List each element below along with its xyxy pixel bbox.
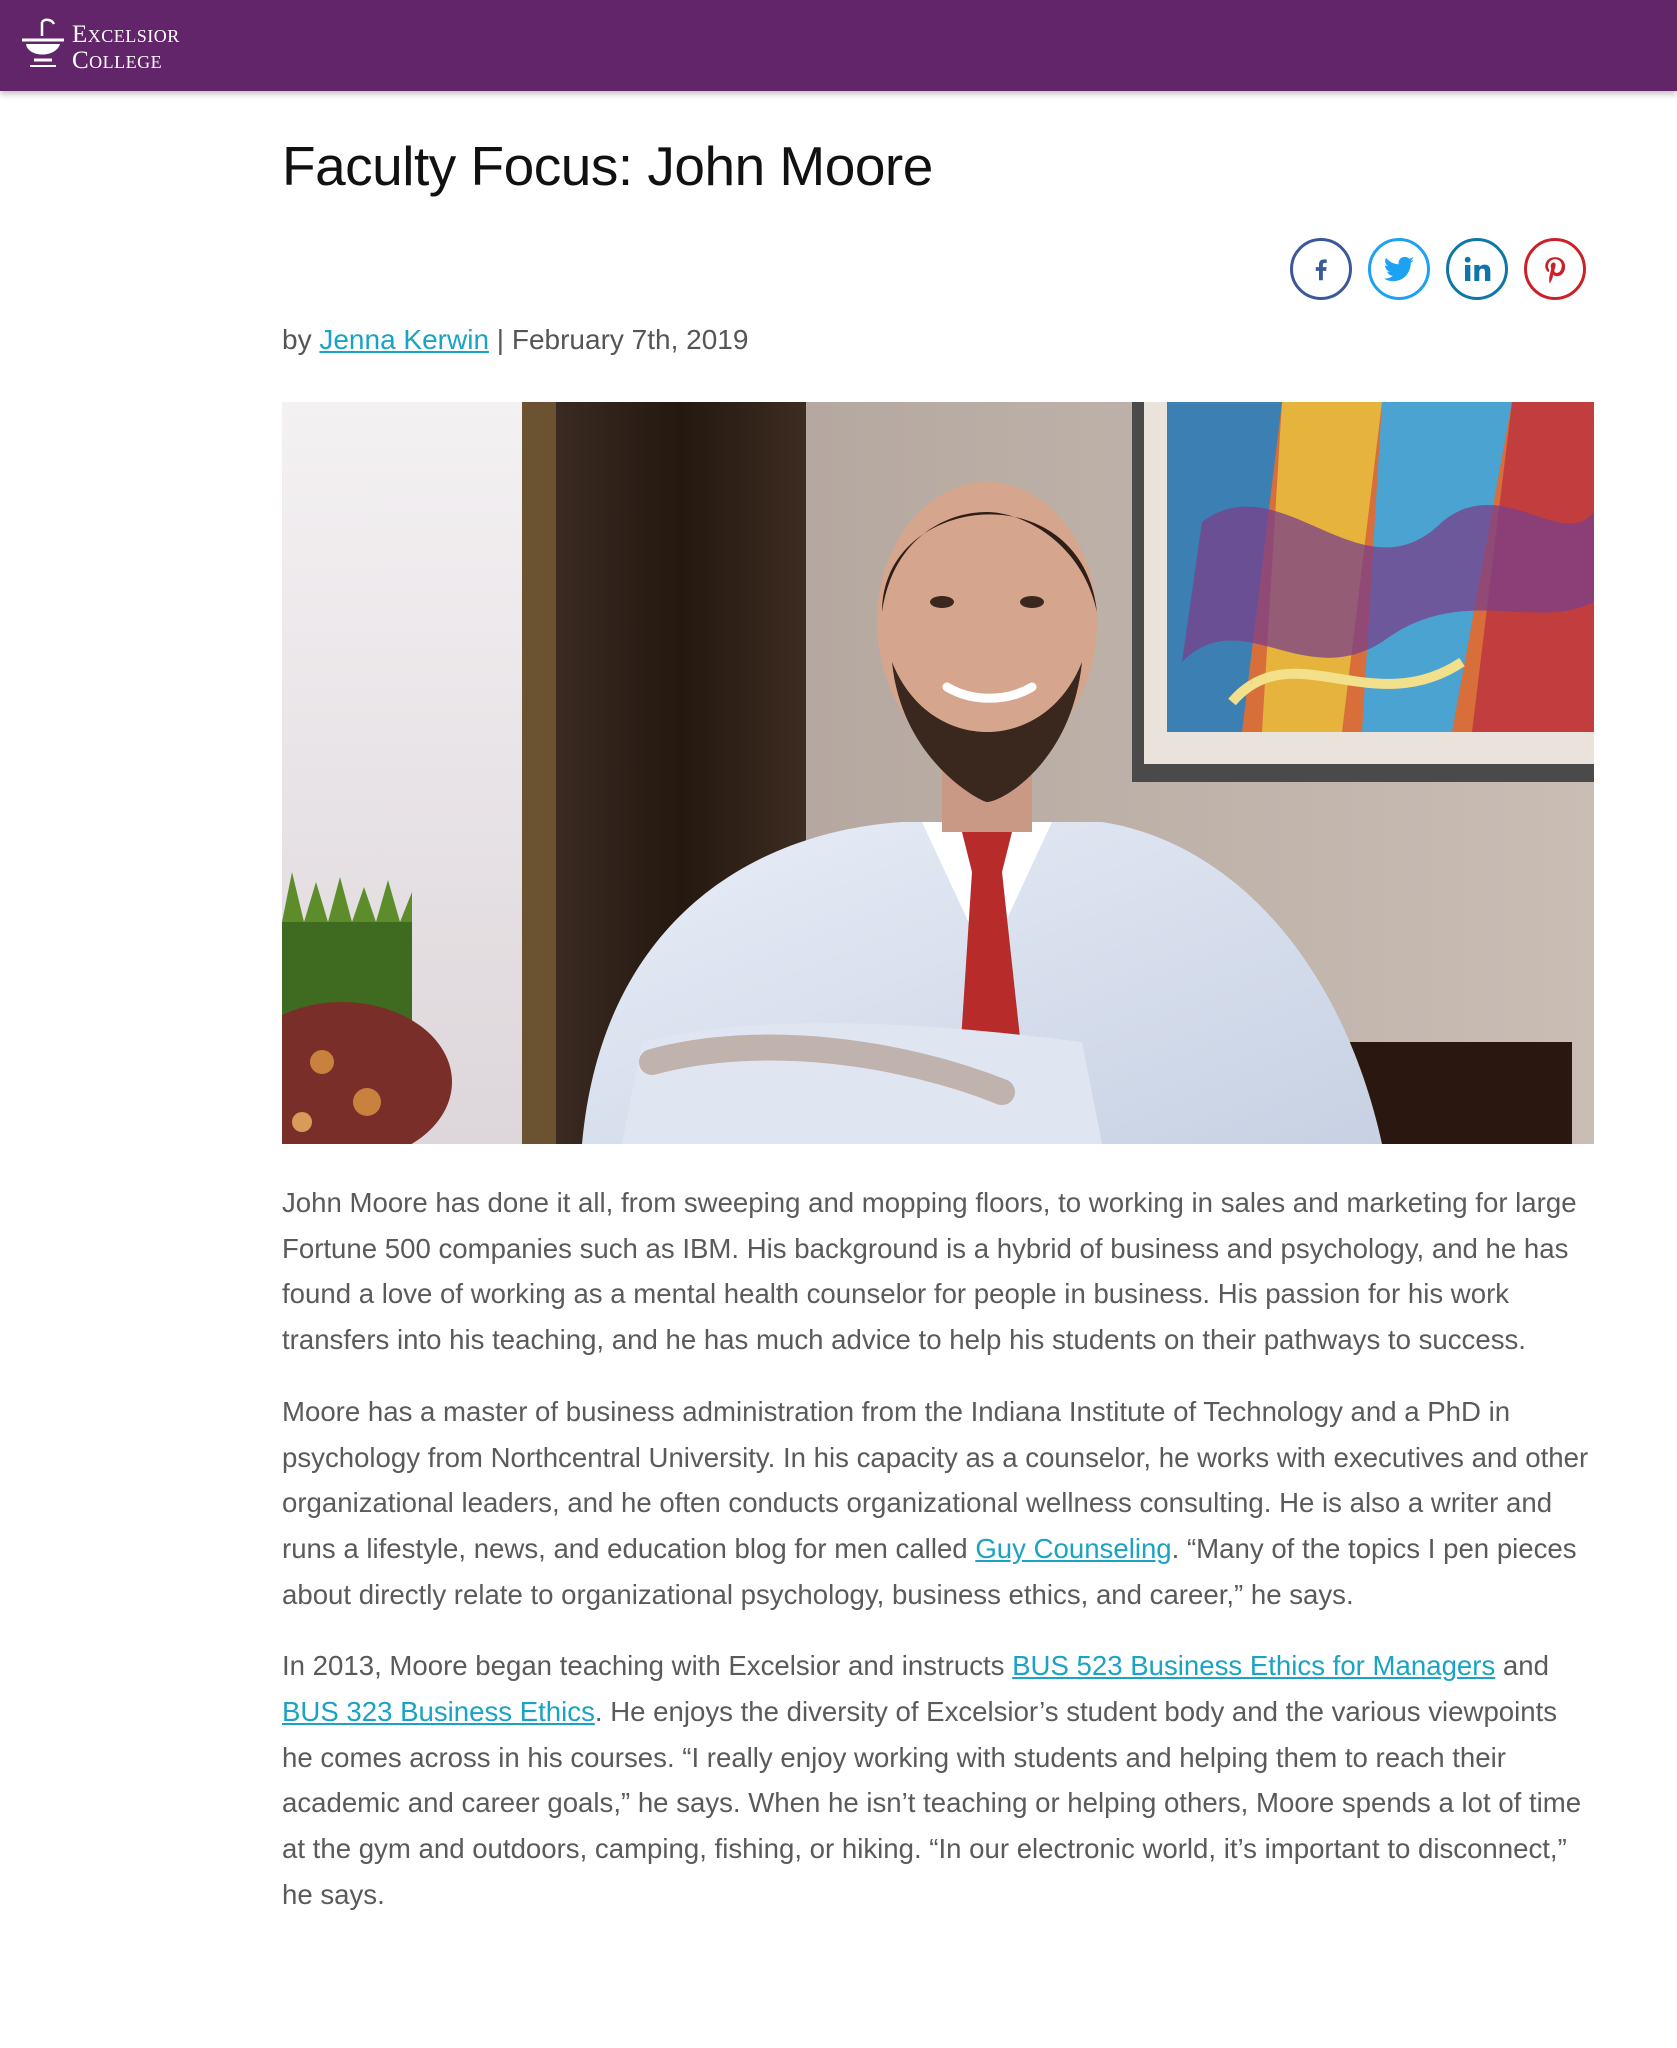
publish-date: February 7th, 2019	[511, 324, 749, 355]
guy-counseling-link[interactable]: Guy Counseling	[975, 1532, 1172, 1564]
lamp-icon	[20, 18, 66, 72]
bus-323-link[interactable]: BUS 323 Business Ethics	[282, 1696, 595, 1728]
logo-wordmark	[72, 22, 180, 74]
paragraph-3-text-end: . He enjoys the diversity of Excelsior’s student body and the various viewpoints he comes across in his courses. “I really enjoy working with students and helping them to reach their academic and career goals,” he says. When he isn’t teaching or helping others, Moore spends a lot of time at the gym and outdoors, camping, fishing, or hiking. “In our electronic world, it’s important to disconnect,” he says.	[282, 1696, 1582, 1910]
article	[282, 130, 1594, 1910]
paragraph-2-text-end: . “Many of the topics I pen pieces about directly relate to organizational psychology, business ethics, and career,” he says.	[282, 1532, 1577, 1610]
paragraph-1: John Moore has done it all, from sweeping and mopping floors, to working in sales and marketing for large Fortune 500 companies such as IBM. His background is a hybrid of business and psychology, and he has found a love of working as a mental health counselor for people in business. His passion for his work transfers into his teaching, and he has much advice to help his students on their pathways to success.	[282, 1187, 1577, 1356]
facebook-icon	[1306, 254, 1336, 284]
share-buttons	[1290, 238, 1586, 300]
logo-line-1: Excelsior	[72, 21, 180, 48]
byline-prefix: by	[282, 324, 312, 355]
share-linkedin-button[interactable]	[1446, 238, 1508, 300]
twitter-icon	[1381, 251, 1417, 287]
byline	[282, 320, 748, 360]
logo-line-2: College	[72, 47, 163, 74]
share-facebook-button[interactable]	[1290, 238, 1352, 300]
top-bar	[0, 0, 1677, 91]
byline-separator: |	[496, 324, 505, 355]
paragraph-2-text-start: Moore has a master of business administration from the Indiana Institute of Technology and a PhD in psychology from Northcentral University. In his capacity as a counselor, he works with executives and other organizational leaders, and he often conducts organizational wellness consulting. He is also a writer and runs a lifestyle, news, and education blog for men called	[282, 1395, 1589, 1564]
paragraph-2	[282, 1389, 1594, 1618]
paragraph-3-text-start: In 2013, Moore began teaching with Excelsior and instructs	[282, 1650, 1013, 1682]
pinterest-icon	[1540, 254, 1570, 284]
bus-523-link[interactable]: BUS 523 Business Ethics for Managers	[1012, 1650, 1496, 1682]
share-pinterest-button[interactable]	[1524, 238, 1586, 300]
linkedin-icon	[1461, 253, 1493, 285]
logo-link[interactable]	[20, 16, 220, 76]
page-title: Faculty Focus: John Moore	[282, 135, 933, 197]
hero-image	[282, 402, 1594, 1144]
share-twitter-button[interactable]	[1368, 238, 1430, 300]
portrait-photo	[282, 402, 1594, 1144]
author-link[interactable]: Jenna Kerwin	[319, 324, 490, 355]
paragraph-3-text-mid: and	[1495, 1650, 1549, 1682]
paragraph-3	[282, 1643, 1594, 1917]
article-body	[282, 1180, 1594, 1944]
